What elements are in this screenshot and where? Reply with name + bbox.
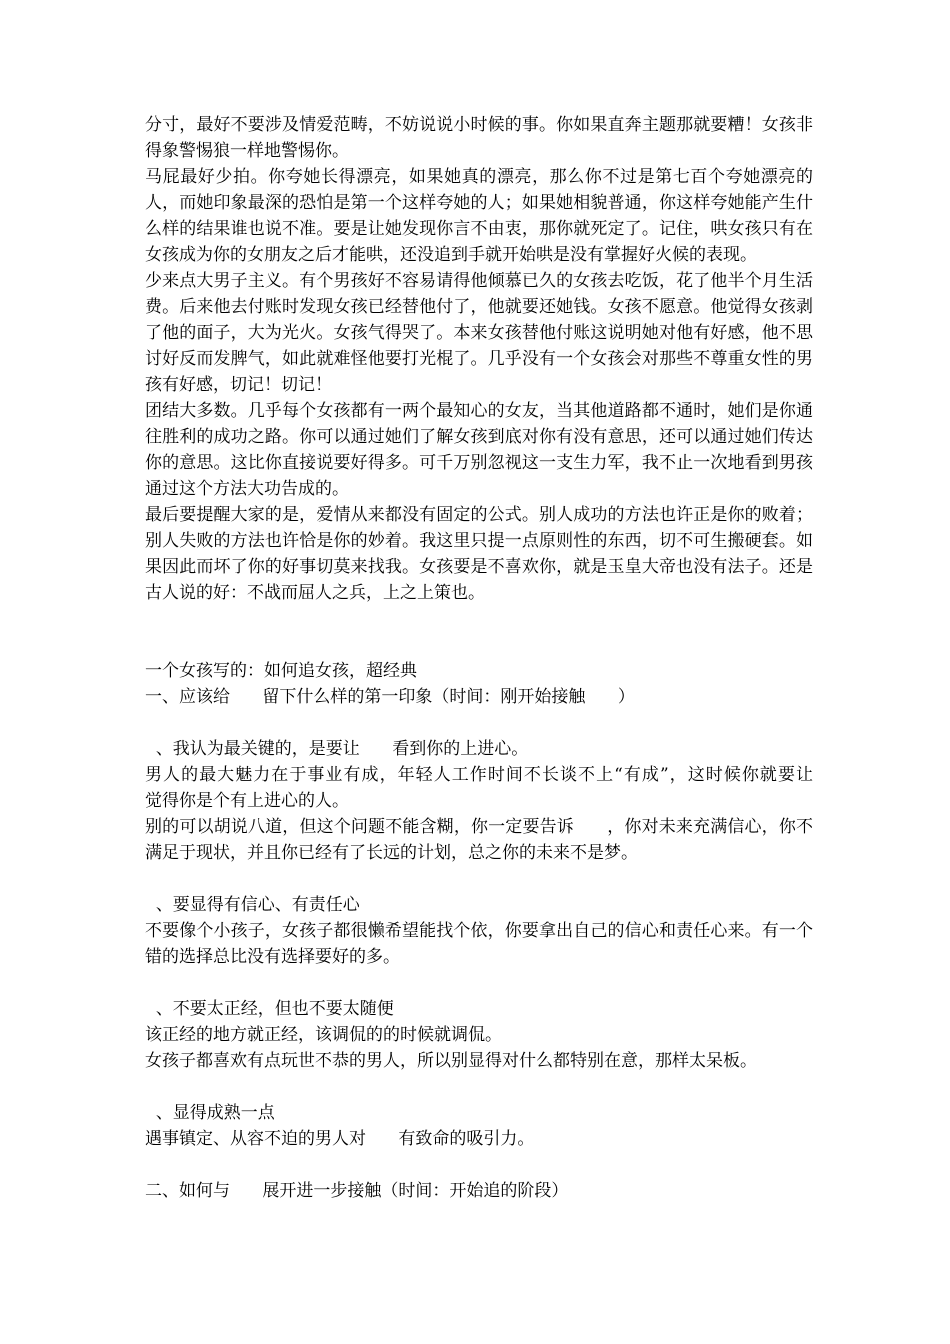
paragraph: 一、应该给 留下什么样的第一印象（时间：刚开始接触 ） (145, 687, 635, 707)
blank-line (145, 970, 813, 996)
paragraph: 不要像个小孩子，女孩子都很懒希望能找个依，你要拿出自己的信心和责任心来。有一个错的选择总比没有选择要好的多。 (145, 921, 813, 967)
paragraph: 一个女孩写的：如何追女孩，超经典 (145, 661, 417, 681)
paragraph: 女孩子都喜欢有点玩世不恭的男人，所以别显得对什么都特别在意，那样太呆板。 (145, 1051, 757, 1071)
paragraph: 、不要太正经，但也不要太随便 (145, 999, 394, 1019)
paragraph: 别的可以胡说八道，但这个问题不能含糊，你一定要告诉 ，你对未来充满信心，你不满足于现状，并且你已经有了长远的计划，总之你的未来不是梦。 (145, 817, 813, 863)
paragraph: 二、如何与 展开进一步接触（时间：开始追的阶段） (145, 1181, 569, 1201)
blank-line (145, 1152, 813, 1178)
paragraph: 、显得成熟一点 (145, 1103, 275, 1123)
paragraph: 马屁最好少拍。你夸她长得漂亮，如果她真的漂亮，那么你不过是第七百个夸她漂亮的人，而她印象最深的恐怕是第一个这样夸她的人；如果她相貌普通，你这样夸她能产生什么样的结果谁也说不准。要是让她发现你言不由衷，那你就死定了。记住，哄女孩只有在女孩成为你的女朋友之后才能哄，还没追到手就开始哄是没有掌握好火候的表现。 (145, 167, 813, 265)
paragraph: 男人的最大魅力在于事业有成，年轻人工作时间不长谈不上“有成”，这时候你就要让 觉得你是个有上进心的人。 (145, 765, 846, 811)
paragraph: 该正经的地方就正经，该调侃的的时候就调侃。 (145, 1025, 502, 1045)
blank-line (145, 710, 813, 736)
paragraph: 分寸，最好不要涉及情爱范畴，不妨说说小时候的事。你如果直奔主题那就要糟！女孩非得象警惕狼一样地警惕你。 (145, 115, 813, 161)
paragraph: 、要显得有信心、有责任心 (145, 895, 360, 915)
paragraph: 少来点大男子主义。有个男孩好不容易请得他倾慕已久的女孩去吃饭，花了他半个月生活费。后来他去付账时发现女孩已经替他付了，他就要还她钱。女孩不愿意。他觉得女孩剥了他的面子，大为光火。女孩气得哭了。本来女孩替他付账这说明她对他有好感，他不思讨好反而发脾气，如此就难怪他要打光棍了。几乎没有一个女孩会对那些不尊重女性的男孩有好感，切记！切记！ (145, 271, 813, 395)
paragraph: 团结大多数。几乎每个女孩都有一两个最知心的女友，当其他道路都不通时，她们是你通往胜利的成功之路。你可以通过她们了解女孩到底对你有没有意思，还可以通过她们传达你的意思。这比你直接说要好得多。可千万别忽视这一支生力军，我不止一次地看到男孩通过这个方法大功告成的。 (145, 401, 813, 499)
paragraph: 最后要提醒大家的是，爱情从来都没有固定的公式。别人成功的方法也许正是你的败着；别人失败的方法也许恰是你的妙着。我这里只提一点原则性的东西，切不可生搬硬套。如果因此而坏了你的好事切莫来找我。女孩要是不喜欢你，就是玉皇大帝也没有法子。还是古人说的好：不战而屈人之兵，上之上策也。 (145, 505, 813, 603)
blank-line (145, 866, 813, 892)
paragraph: 遇事镇定、从容不迫的男人对 有致命的吸引力。 (145, 1129, 535, 1149)
blank-line (145, 1074, 813, 1100)
paragraph: 、我认为最关键的，是要让 看到你的上进心。 (145, 739, 529, 759)
section-spacer (145, 606, 813, 658)
document-page (145, 112, 846, 1204)
